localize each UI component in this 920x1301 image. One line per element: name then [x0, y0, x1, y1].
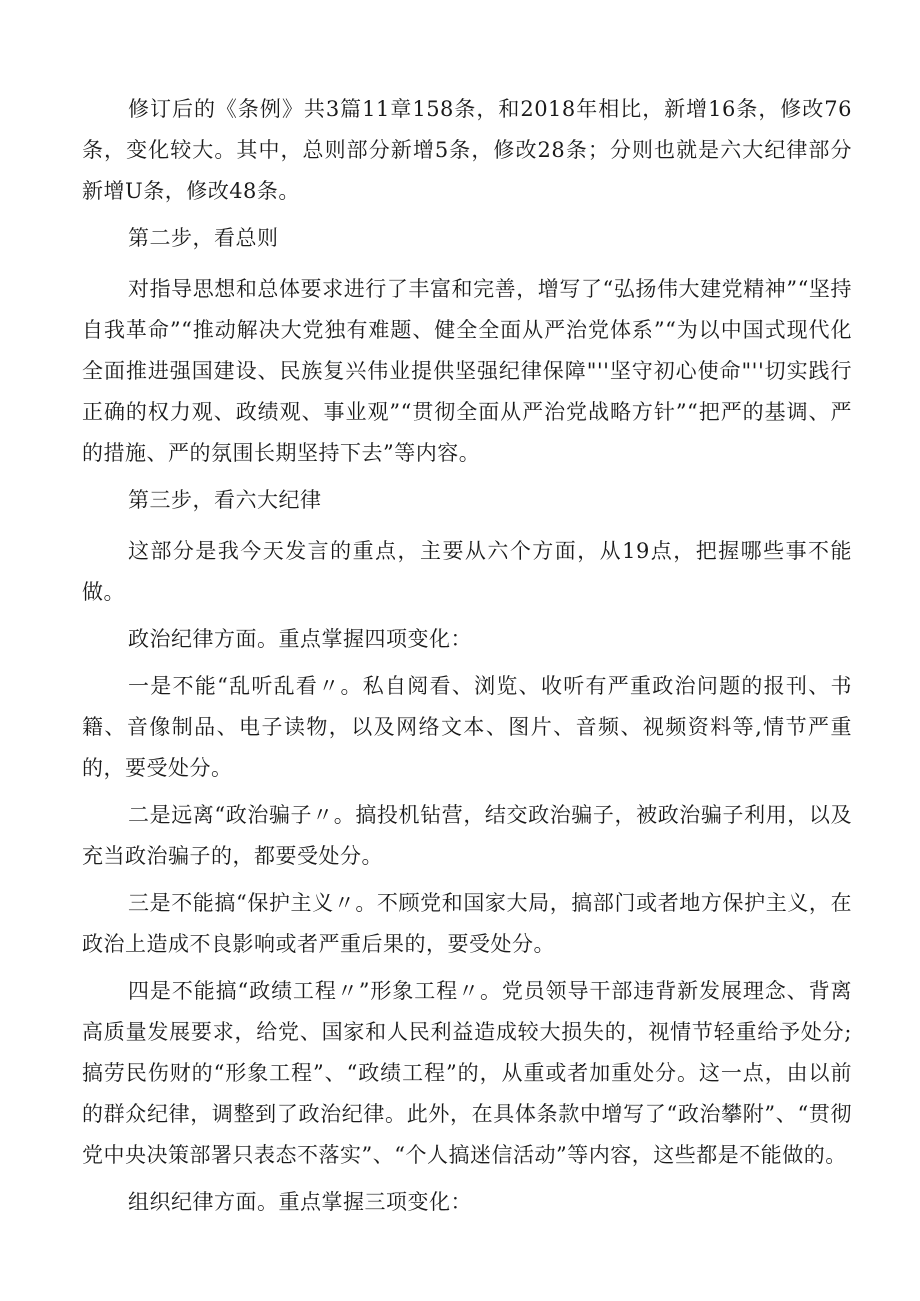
- paragraph-revision-summary: 修订后的《条例》共3篇11章158条，和2018年相比，新增16条，修改76条，变化较大。其中，总则部分新增5条，修改28条；分则也就是六大纪律部分新增U条，修改48条。: [82, 97, 852, 203]
- heading-step-two: 第二步，看总则: [128, 226, 279, 250]
- paragraph-item-one: 一是不能“乱听乱看〃。私自阅看、浏览、收听有严重政治问题的报刊、书籍、音像制品、电子读物，以及网络文本、图片、音频、视频资料等,情节严重的，要受处分。: [82, 674, 852, 780]
- paragraph-organizational-discipline: 组织纪律方面。重点掌握三项变化：: [128, 1190, 472, 1214]
- heading-step-three: 第三步，看六大纪律: [128, 488, 322, 512]
- paragraph-general-provisions: 对指导思想和总体要求进行了丰富和完善，增写了“弘扬伟大建党精神”“坚持自我革命”“推动解决大党独有难题、健全全面从严治党体系”“为以中国式现代化全面推进强国建设、民族复兴伟业提供坚强纪律保障"''坚守初心使命"''切实践行正确的权力观、政绩观、事业观”“贯彻全面从严治党战略方针”“把严的基调、严的措施、严的氛围长期坚持下去”等内容。: [82, 277, 852, 465]
- paragraph-speech-focus: 这部分是我今天发言的重点，主要从六个方面，从19点，把握哪些事不能做。: [82, 539, 852, 604]
- document-body: [82, 89, 852, 1229]
- paragraph-item-four: 四是不能搞“政绩工程〃”形象工程〃。党员领导干部违背新发展理念、背离高质量发展要求，给党、国家和人民利益造成较大损失的，视情节轻重给予处分;搞劳民伤财的“形象工程”、“政绩工程”的，从重或者加重处分。这一点，由以前的群众纪律，调整到了政治纪律。此外，在具体条款中增写了“政治攀附”、“贯彻党中央决策部署只表态不落实”、“个人搞迷信活动”等内容，这些都是不能做的。: [82, 979, 852, 1167]
- paragraph-political-discipline: 政治纪律方面。重点掌握四项变化：: [128, 627, 472, 651]
- paragraph-item-three: 三是不能搞“保护主义〃。不顾党和国家大局，搞部门或者地方保护主义，在政治上造成不良影响或者严重后果的，要受处分。: [82, 891, 852, 956]
- paragraph-item-two: 二是远离“政治骗子〃。搞投机钻营，结交政治骗子，被政治骗子利用，以及充当政治骗子的，都要受处分。: [82, 803, 852, 868]
